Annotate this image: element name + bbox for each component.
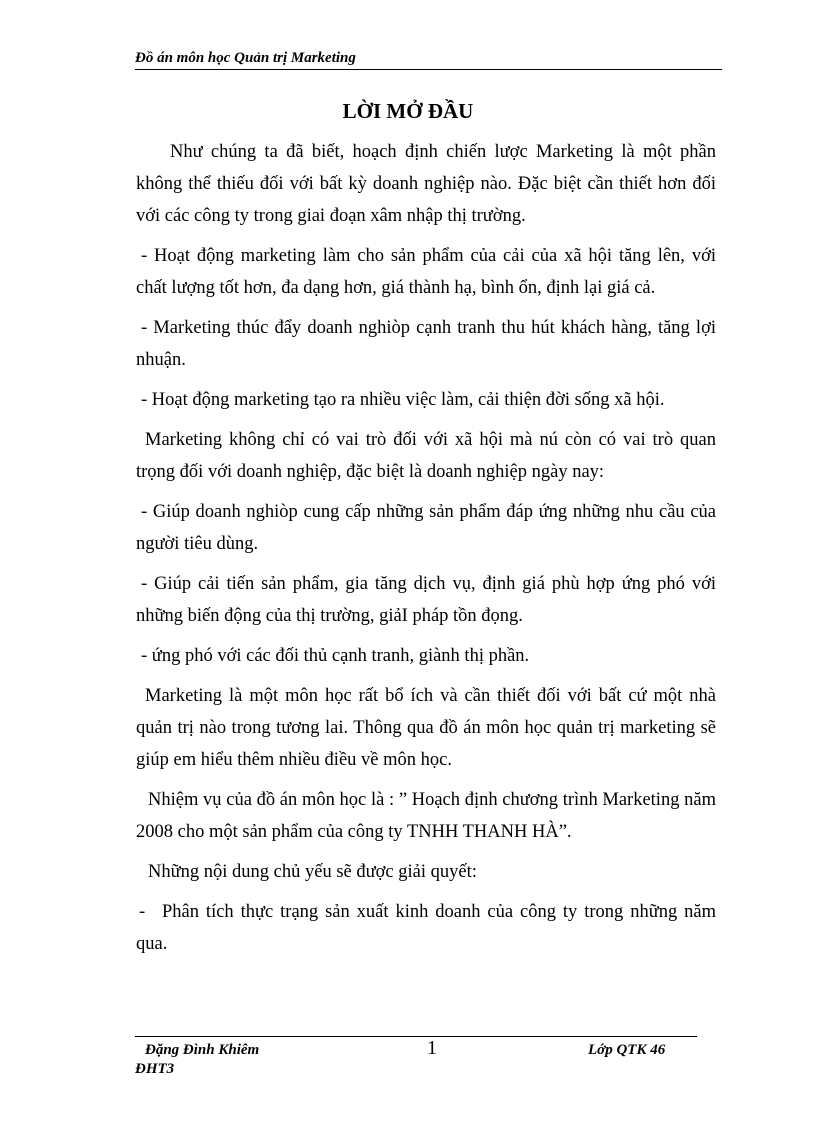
page-footer: [135, 1039, 697, 1089]
dash-paragraph-2: - Marketing thúc đẩy doanh nghiòp cạnh tranh thu hút khách hàng, tăng lợi nhuận.: [136, 318, 716, 370]
role-paragraph: Marketing không chỉ có vai trò đối với xã hội mà nú còn có vai trò quan trọng đối với doanh nghiệp, đặc biệt là doanh nghiệp ngày nay:: [136, 430, 716, 482]
bullet-text: Phân tích thực trạng sản xuất kinh doanh của công ty trong những năm qua.: [136, 902, 716, 954]
dash-paragraph-3: - Hoạt động marketing tạo ra nhiều việc làm, cải thiện đời sống xã hội.: [141, 390, 665, 410]
footer-divider: [135, 1036, 697, 1037]
intro-paragraph: Như chúng ta đã biết, hoạch định chiến lược Marketing là một phần không thể thiếu đối với bất kỳ doanh nghiệp nào. Đặc biệt cần thiết hơn đối với các công ty trong giai đoạn xâm nhập thị trường.: [136, 142, 716, 226]
dash-paragraph-4: - Giúp doanh nghiòp cung cấp những sản phẩm đáp ứng những nhu cầu của người tiêu dùng.: [136, 502, 716, 554]
footer-class: Lớp QTK 46: [588, 1042, 666, 1058]
footer-author: Đặng Đình Khiêm: [145, 1042, 260, 1058]
footer-group: ĐHT3: [135, 1061, 175, 1077]
page-number: 1: [427, 1037, 437, 1059]
content-intro-paragraph: Những nội dung chủ yếu sẽ được giải quyết:: [148, 862, 477, 882]
dash-paragraph-5: - Giúp cải tiến sản phẩm, gia tăng dịch vụ, định giá phù hợp ứng phó với những biến động của thị trường, giảI pháp tồn đọng.: [136, 574, 716, 626]
dash-paragraph-6: - ứng phó với các đối thủ cạnh tranh, giành thị phần.: [141, 646, 530, 666]
document-body: [136, 136, 716, 960]
subject-paragraph: Marketing là một môn học rất bổ ích và cần thiết đối với bất cứ một nhà quản trị nào trong tương lai. Thông qua đồ án môn học quản trị marketing sẽ giúp em hiểu thêm nhiều điều về môn học.: [136, 686, 716, 770]
dash-paragraph-1: - Hoạt động marketing làm cho sản phẩm của cải của xã hội tăng lên, với chất lượng tốt hơn, đa dạng hơn, giá thành hạ, bình ổn, định lại giá cả.: [136, 246, 716, 298]
task-paragraph: Nhiệm vụ của đồ án môn học là : ” Hoạch định chương trình Marketing năm 2008 cho một sản phẩm của công ty TNHH THANH HÀ”.: [136, 790, 716, 842]
page-title: LỜI MỞ ĐẦU: [342, 99, 474, 123]
bullet-item: - Phân tích thực trạng sản xuất kinh doanh của công ty trong những năm qua.: [136, 896, 716, 960]
page-header: Đồ án môn học Quản trị Marketing: [135, 48, 722, 70]
